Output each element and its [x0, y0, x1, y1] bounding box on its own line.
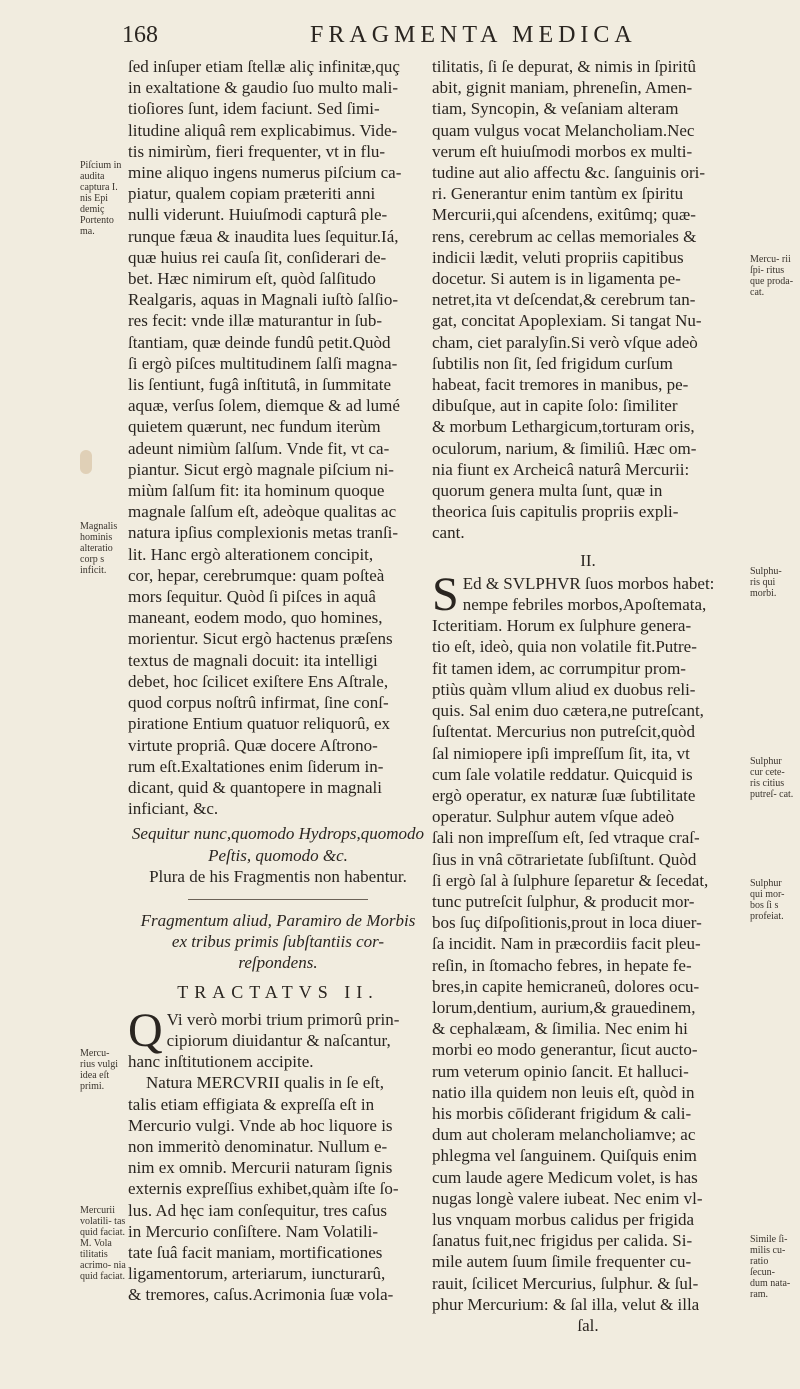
right-column-lines-bottom [432, 567, 744, 1336]
text-line: aquæ, verſus ſolem, diemque & ad lumé [128, 396, 400, 416]
text-line: bet. Hæc nimirum eſt, quòd ſalſitudo [128, 269, 376, 289]
text-line: virtute propriâ. Quæ docere Aſtrono- [128, 735, 378, 755]
right-column [432, 56, 744, 1336]
text-line: indicii lædit, veluti propriis capitibus [432, 247, 684, 267]
text-line: piratione Entium quatuor reliquorû, ex [128, 714, 391, 734]
text-line: litudine aliquâ rem explicabimus. Vide- [128, 120, 398, 140]
text-line: in exaltatione & gaudio ſuo multo mali- [128, 78, 399, 98]
text-line: cor, hepar, cerebrumque: quam poſteà [128, 565, 385, 585]
text-line: tio eſt, ideò, quia non volatile fit.Putre- [432, 637, 697, 657]
right-column-lines-top [432, 56, 744, 544]
left-column [128, 56, 428, 1306]
text-line: ſal nimiopere ipſi impreſſum ſit, ita, vt [432, 743, 690, 763]
text-line: cum laude agere Medicum volet, is has [432, 1167, 698, 1187]
text-line: rum veterum opinio ſancit. Et halluci- [432, 1061, 689, 1081]
text-line: Natura MERCVRII qualis in ſe eſt, [146, 1073, 384, 1093]
text-line: quam vulgus vocat Melancholiam.Nec [432, 120, 695, 140]
text-line: lis ſentiunt, fugâ inſtitutâ, in ſummitate [128, 375, 391, 395]
text-line: quis. Sal enim duo cætera,ne putreſcant, [432, 701, 704, 721]
text-line: tiam, Syncopin, & veſaniam alteram [432, 99, 679, 119]
margin-note-left-1: Piſcium in audita captura I. nis Epi demiç Portento ma. [80, 160, 122, 237]
text-line: tunc putreſcit ſulphur, & producit mor- [432, 891, 695, 911]
text-line: gat, concitat Apoplexiam. Si tangat Nu- [432, 311, 702, 331]
text-line: ſal. [577, 1315, 599, 1335]
text-line: ſius in vnâ cōtrarietate ſubſiſtunt. Quòd [432, 849, 697, 869]
section-divider [188, 899, 368, 900]
fragment-title-line: ex tribus primis ſubſtantiis cor- [171, 932, 385, 952]
fragment-title-line: reſpondens. [238, 953, 318, 973]
text-line: natio illa quidem non leuis eſt, quòd in [432, 1082, 695, 1102]
text-line: natura ipſius complexionis metas tranſi- [128, 523, 399, 543]
text-line: nugas longè valere iubeat. Nec enim vl- [432, 1188, 703, 1208]
text-line: nulli viderunt. Huiuſmodi capturâ ple- [128, 205, 388, 225]
text-line: ſi ergò piſces multitudinem ſalſi magna- [128, 353, 398, 373]
running-title: FRAGMENTA MEDICA [310, 22, 637, 48]
sequitur-line: Sequitur nunc,quomodo Hydrops,quomodo [131, 824, 425, 844]
text-line: nim ex omnib. Mercurii naturam ſignis [128, 1158, 393, 1178]
sequitur-line: Peſtis, quomodo &c. [208, 845, 348, 865]
text-line: & morbum Lethargicum,torturam oris, [432, 417, 695, 437]
text-line: debet, hoc ſcilicet exiſtere Ens Aſtrale, [128, 671, 389, 691]
text-line: cum ſale volatile reddatur. Quicquid is [432, 764, 693, 784]
text-line: phlegma vel ſanguinem. Quiſquis enim [432, 1146, 697, 1166]
text-line: quod corpus noſtrû infirmat, ſine conſ- [128, 693, 389, 713]
margin-note-right-2: Sulphu- ris qui morbi. [750, 566, 782, 599]
text-line: piatur, qualem copiam præteriti anni [128, 184, 376, 204]
text-line: morientur. Sicut ergò hactenus præſens [128, 629, 393, 649]
text-line: Mercurio vulgi. Vnde ab hoc liquore is [128, 1115, 393, 1135]
text-line: & cephalæam, & ſimilia. Nec enim hi [432, 1019, 688, 1039]
text-line: magnale ſalſum eſt, adeòque qualitas ac [128, 502, 397, 522]
text-line: nia fiunt ex Archeicâ naturâ Mercurii: [432, 459, 690, 479]
text-line: mors ſequitur. Quòd ſi piſces in aquâ [128, 587, 376, 607]
text-line: in Mercurio conſiſtere. Nam Volatili- [128, 1221, 379, 1241]
text-line: his morbis cōſiderant frigidum & cali- [432, 1103, 692, 1123]
text-line: abit, gignit maniam, phreneſin, Amen- [432, 78, 693, 98]
margin-note-right-5: Simile ſi- milis cu- ratio ſecun- dum nata- ram. [750, 1234, 791, 1300]
margin-note-left-4: Mercurii volatili- tas quid faciat. M. Vola tilitatis acrimo- nia quid faciat. [80, 1205, 126, 1282]
text-line: ſi ergò ſal à ſulphure ſeparetur & ſecedat, [432, 870, 709, 890]
dropcap-q: Q [128, 1003, 163, 1057]
left-column-lines-bottom [128, 1003, 428, 1306]
text-line: lus vnquam morbus calidus per frigida [432, 1209, 695, 1229]
paper-stain [80, 450, 92, 474]
text-line: cipiorum diuidantur & naſcantur, [166, 1030, 391, 1050]
text-line: docetur. Si autem is in ligamenta pe- [432, 269, 681, 289]
text-line: lus. Ad hęc iam conſequitur, tres caſus [128, 1200, 387, 1220]
text-line: Icteritiam. Horum ex ſulphure genera- [432, 616, 692, 636]
margin-note-right-1: Mercu- rii ſpi- ritus que proda- cat. [750, 254, 794, 298]
left-column-lines-top [128, 56, 428, 819]
text-line: operatur. Sulphur autem vſque adeò [432, 807, 675, 827]
text-line: bos ſuç diſpoſitionis,prout in loca diuer- [432, 913, 702, 933]
text-line: netret,ita vt deſcendat,& cerebrum tan- [432, 290, 696, 310]
text-line: tate ſuâ facit maniam, mortificationes [128, 1242, 383, 1262]
text-line: piantur. Sicut ergò magnale piſcium ni- [128, 459, 394, 479]
text-line: ſubtilis non ſit, ſed frigidum curſum [432, 353, 673, 373]
text-line: oculorum, narium, & ſimiliû. Hæc om- [432, 438, 697, 458]
section-heading-ii: II. [580, 550, 596, 570]
plura-note: Plura de his Fragmentis non habentur. [149, 866, 407, 886]
text-line: adeunt nimiùm ſalſum. Vnde fit, vt ca- [128, 438, 390, 458]
text-line: tilitatis, ſi ſe depurat, & nimis in ſpiritû [432, 57, 696, 76]
text-line: rauit, ſcilicet Mercurius, ſulphur. & ſul- [432, 1273, 699, 1293]
text-line: habeat, facit tremores in manibus, pe- [432, 375, 689, 395]
text-line: mile autem ſuum ſimile frequenter cu- [432, 1252, 692, 1272]
margin-note-left-3: Mercu- rius vulgi idea eſt primi. [80, 1048, 119, 1092]
text-line: mine aliquo ingens numerus piſcium ca- [128, 163, 402, 183]
fragment-title-line: Fragmentum aliud, Paramiro de Morbis [140, 910, 416, 930]
text-line: bres,in capite hemicraneû, dolores ocu- [432, 976, 700, 996]
text-line: quæ huius rei cauſa ſit, conſiderari de- [128, 247, 387, 267]
text-line: dicant, quid & quantopere in magnali [128, 777, 382, 797]
text-line: ſali non impreſſum eſt, ſed vtraque craſ- [432, 828, 700, 848]
text-line: tis nimirùm, fieri frequenter, vt in flu- [128, 141, 386, 161]
text-line: ergò operatur, ex naturæ ſuæ ſubtilitate [432, 785, 696, 805]
page-number: 168 [122, 22, 158, 48]
text-line: reſin, in ſtomacho febres, in hepate fe- [432, 955, 692, 975]
text-line: ſanatus fuit,nec frigidus per calida. Si- [432, 1231, 693, 1251]
text-line: Mercurii,qui aſcendens, exitûmq; quæ- [432, 205, 696, 225]
margin-note-right-3: Sulphur cur cete- ris citius putreſ- cat. [750, 756, 794, 800]
margin-note-left-2: Magnalis hominis alteratio corp s inficit. [80, 521, 118, 576]
text-line: Realgaris, aquas in Magnali iuſtò ſalſio- [128, 290, 399, 310]
text-line: theorica ſuis capitulis propriis expli- [432, 502, 679, 522]
page-header [0, 18, 800, 58]
text-line: quorum genera multa ſunt, quæ in [432, 481, 663, 501]
text-line: miùm ſalſum fit: ita hominum quoque [128, 481, 385, 501]
text-line: nempe febriles morbos,Apoſtemata, [462, 595, 707, 615]
fragment-title [128, 910, 428, 974]
text-line: externis expreſſius exhibet,quàm iſte ſo- [128, 1179, 399, 1199]
text-line: Ed & SVLPHVR ſuos morbos habet: [462, 573, 715, 593]
text-line: tudine aut alio affectu &c. ſanguinis ori- [432, 163, 706, 183]
text-line: ſa incidit. Nam in præcordiis facit pleu- [432, 934, 701, 954]
text-line: phur Mercurium: & ſal illa, velut & illa [432, 1294, 700, 1314]
margin-note-right-4: Sulphur qui mor- bos ſi s profeiat. [750, 878, 785, 922]
text-line: maneant, eodem modo, quo homines, [128, 608, 383, 628]
text-line: dum aut choleram melancholiamve; ac [432, 1125, 696, 1145]
text-line: rum eſt.Exaltationes enim ſiderum in- [128, 756, 384, 776]
text-line: ri. Generantur enim tantùm ex ſpiritu [432, 184, 684, 204]
text-line: ptiùs quàm vllum aliud ex duobus reli- [432, 679, 696, 699]
text-line: ligamentorum, arteriarum, iuncturarû, [128, 1264, 386, 1284]
text-line: ſuſtentat. Mercurius non putreſcit,quòd [432, 722, 695, 742]
text-line: cham, ciet paralyſin.Si verò vſque adeò [432, 332, 698, 352]
dropcap-s: S [432, 567, 459, 621]
text-line: lorum,dentium, aurium,& grauedinem, [432, 997, 696, 1017]
text-line: Vi verò morbi trium primorû prin- [166, 1009, 400, 1029]
text-line: runque fæua & inaudita lues ſequitur.Iá, [128, 226, 399, 246]
text-line: inficiant, &c. [128, 799, 219, 819]
text-line: & tremores, caſus.Acrimonia ſuæ vola- [128, 1285, 394, 1305]
text-line: ſtantiam, quæ deinde fundû petit.Quòd [128, 332, 391, 352]
text-line: lit. Hanc ergò alterationem concipit, [128, 544, 374, 564]
text-line: morbi eo modo generantur, ſicut aucto- [432, 1040, 698, 1060]
text-line: quietem quærunt, nec fundum iterùm [128, 417, 381, 437]
text-line: non immeritò denominatur. Nullum e- [128, 1136, 388, 1156]
text-line: res fecit: vnde illæ maturantur in ſub- [128, 311, 382, 331]
text-line: verum eſt huiuſmodi morbos ex multi- [432, 141, 693, 161]
text-line: textus de magnali docuit: ita intelligi [128, 650, 378, 670]
text-line: ſed inſuper etiam ſtellæ aliç infinitæ,quç [128, 57, 400, 76]
tractatus-heading: TRACTATVS II. [177, 981, 379, 1002]
text-line: dibuſque, aut in capite ſolo: ſimiliter [432, 396, 678, 416]
text-line: fit tamen idem, ac corrumpitur prom- [432, 658, 686, 678]
sequitur-note [128, 823, 428, 865]
text-line: cant. [432, 523, 465, 543]
text-line: hanc inſtitutionem accipite. [128, 1052, 314, 1072]
text-line: rens, cerebrum ac cellas memoriales & [432, 226, 697, 246]
text-line: talis etiam effigiata & expreſſa eſt in [128, 1094, 375, 1114]
text-line: tioſiores ſunt, idem faciunt. Sed ſimi- [128, 99, 380, 119]
